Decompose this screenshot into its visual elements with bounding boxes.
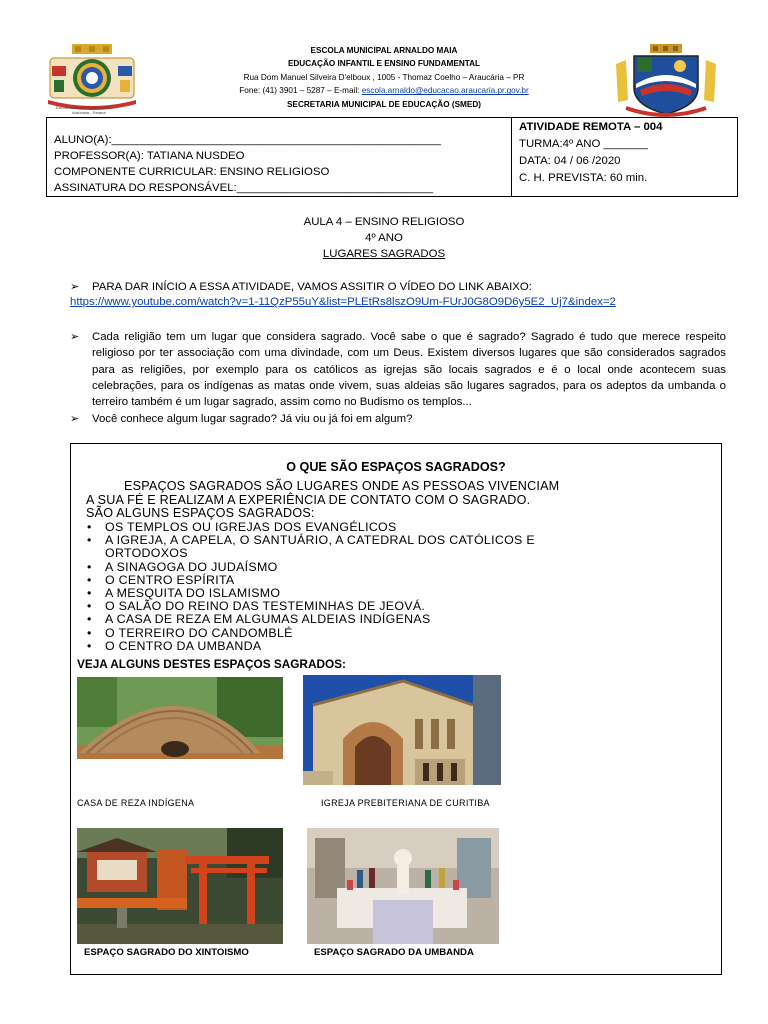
arrow-bullet-icon: ➢ [70, 331, 80, 343]
paragraph-text: Cada religião tem um lugar que considera sagrado. Você sabe o que é sagrado? Sagrado é tudo que merece respeito religioso por ter associação com uma divindade, com um Deus. Existem diversos lugares que são considerados sagrados para as religiões, por exemplo para os católicos as igrejas são locais sagrados e é o local onde acontecem suas celebrações, para os indígenas as matas onde vivem, suas aldeias são lugares sagrados, para os adeptos da umbanda o terreiro também é um lugar sagrado, assim como no Budismo os templos... [92, 331, 726, 409]
question-row [70, 411, 726, 427]
list-item: • O CENTRO ESPÍRITA [87, 572, 235, 587]
lesson-line-2: 4º ANO [365, 232, 403, 244]
arrow-bullet-icon: ➢ [70, 413, 80, 425]
caption-umbanda: ESPAÇO SAGRADO DA UMBANDA [314, 947, 474, 958]
list-item: • O SALÃO DO REINO DAS TESTEMINHAS DE JEOVÁ. [87, 599, 426, 614]
school-contact [150, 84, 618, 97]
workload-label: C. H. PREVISTA: 60 min. [519, 172, 648, 184]
school-address: Rua Dom Manuel Silveira D'elboux , 1005 - Thomaz Coelho – Araucária – PR [243, 72, 525, 82]
intro-line-3: SÃO ALGUNS ESPAÇOS SAGRADOS: [86, 506, 315, 521]
intro-line-2: A SUA FÉ E REALIZAM A EXPERIÊNCIA DE CONTATO COM O SAGRADO. [86, 492, 531, 507]
left-logo-caption: Escola Municipal Arnaldo Maia [56, 105, 111, 110]
list-item: • OS TEMPLOS OU IGREJAS DOS EVANGÉLICOS [87, 520, 397, 534]
arrow-bullet-icon: ➢ [70, 281, 80, 293]
email-link[interactable]: escola.arnaldo@educacao.araucaria.pr.gov.br [361, 86, 529, 96]
umbanda-photo [307, 828, 499, 944]
info-right-cell [513, 118, 737, 196]
list-item: • A MESQUITA DO ISLAMISMO [87, 586, 281, 601]
lesson-line-3: LUGARES SAGRADOS [322, 248, 446, 260]
shinto-photo [77, 828, 283, 944]
lesson-line-1: AULA 4 – ENSINO RELIGIOSO [303, 216, 465, 228]
education-levels: EDUCAÇÃO INFANTIL E ENSINO FUNDAMENTAL [287, 59, 481, 69]
video-instruction [70, 279, 726, 295]
church-photo [303, 675, 501, 785]
signature-field[interactable]: ASSINATURA DO RESPONSÁVEL:_______________________________ [54, 182, 434, 194]
video-intro-text: PARA DAR INÍCIO A ESSA ATIVIDADE, VAMOS ASSITIR O VÍDEO DO LINK ABAIXO: [92, 281, 532, 293]
date-label: DATA: 04 / 06 /2020 [519, 155, 621, 167]
list-item: • O TERREIRO DO CANDOMBLÉ [87, 625, 293, 640]
prayer-house-photo [77, 677, 283, 759]
list-item: • A IGREJA, A CAPELA, O SANTUÁRIO, A CATEDRAL DOS CATÓLICOS E ORTODOXOS [87, 533, 535, 561]
left-logo-caption-2: Araucária - Paraná [72, 110, 106, 115]
list-item: • O CENTRO DA UMBANDA [87, 638, 262, 653]
teacher-label: PROFESSOR(A): TATIANA NUSDEO [54, 150, 245, 162]
class-field[interactable]: TURMA:4º ANO _______ [519, 138, 648, 150]
lesson-title [0, 214, 768, 262]
info-left-cell [47, 118, 512, 196]
phone-text: Fone: (41) 3901 – 5287 – E-mail: [239, 86, 362, 96]
caption-shinto: ESPAÇO SAGRADO DO XINTOISMO [84, 947, 249, 958]
student-info-table [46, 117, 738, 197]
department-name: SECRETARIA MUNICIPAL DE EDUCAÇÃO (SMED) [287, 99, 481, 109]
school-header [150, 44, 618, 111]
sacred-spaces-list [87, 521, 545, 653]
list-item: • A SINAGOGA DO JUDAÍSMO [87, 559, 278, 574]
see-spaces-title: VEJA ALGUNS DESTES ESPAÇOS SAGRADOS: [77, 657, 346, 671]
box-title: O QUE SÃO ESPAÇOS SAGRADOS? [286, 460, 506, 474]
school-logo-left [44, 44, 140, 116]
video-link[interactable]: https://www.youtube.com/watch?v=1-11QzP55uY&list=PLEtRs8lszO9Um-FUrJ0G8O9D6y5E2_Uj7&index=2 [70, 296, 616, 308]
subject-label: COMPONENTE CURRICULAR: ENSINO RELIGIOSO [54, 166, 330, 178]
student-name-field[interactable]: ALUNO(A):____________________________________________________ [54, 134, 442, 146]
sacred-spaces-box [70, 443, 722, 975]
caption-church: IGREJA PREBITERIANA DE CURITIBA [321, 798, 490, 808]
school-name: ESCOLA MUNICIPAL ARNALDO MAIA [310, 46, 458, 55]
activity-label: ATIVIDADE REMOTA – 004 [519, 121, 663, 133]
intro-line-1: ESPAÇOS SAGRADOS SÃO LUGARES ONDE AS PESSOAS VIVENCIAM [124, 479, 560, 493]
caption-prayer-house: CASA DE REZA INDÍGENA [77, 798, 195, 808]
question-text: Você conhece algum lugar sagrado? Já viu ou já foi em algum? [92, 413, 413, 425]
list-item: • A CASA DE REZA EM ALGUMAS ALDEIAS INDÍGENAS [87, 612, 431, 627]
box-intro [86, 480, 706, 521]
city-coat-of-arms [614, 44, 718, 118]
sacred-paragraph [70, 329, 726, 410]
